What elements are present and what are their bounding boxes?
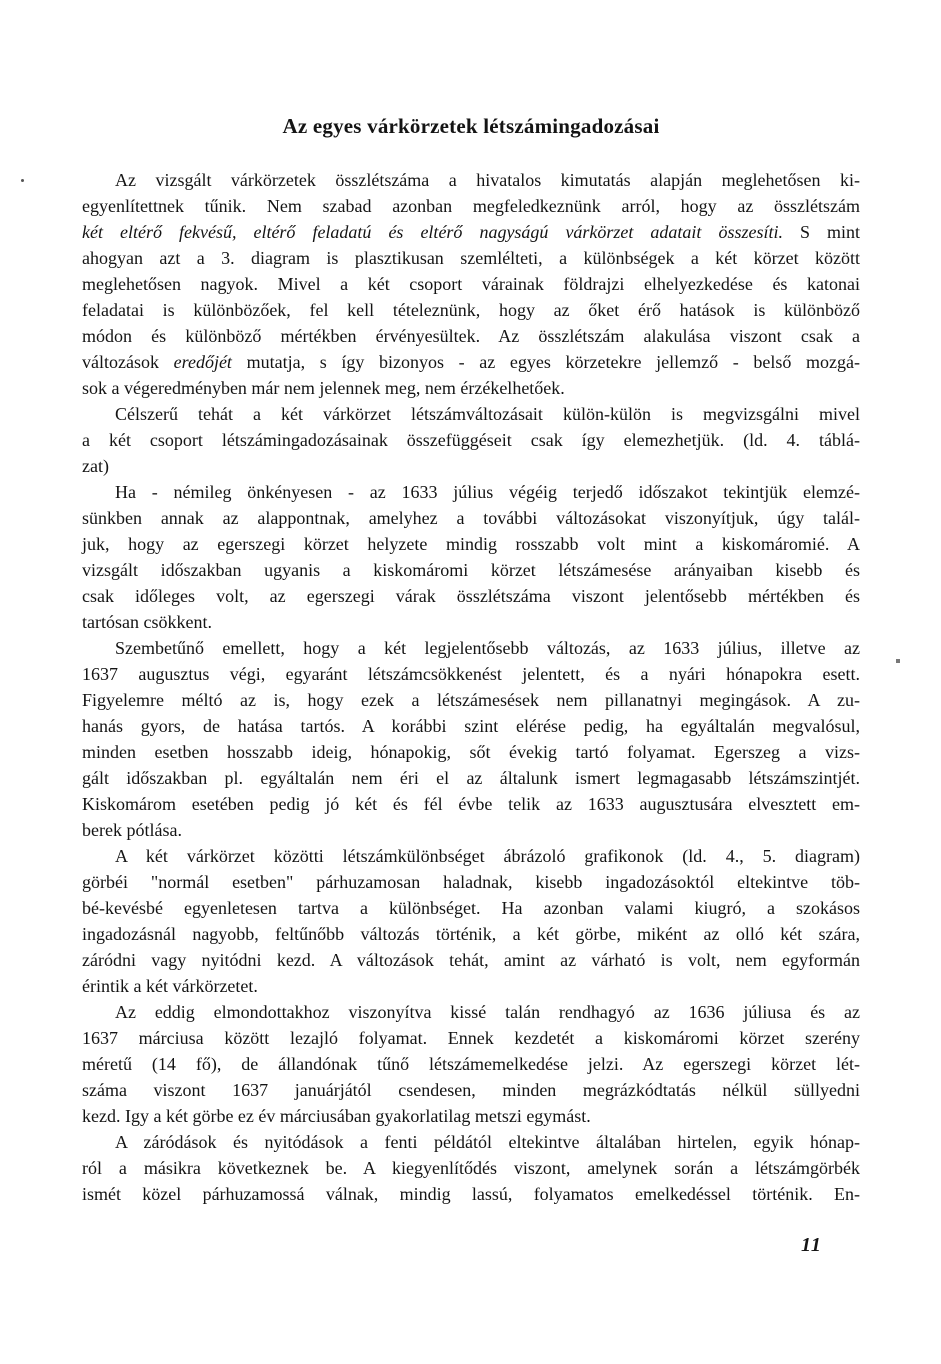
text-line [82, 167, 860, 193]
text-run: zat) [82, 456, 109, 476]
text-line [82, 869, 860, 895]
text-line [82, 531, 860, 557]
text-run: 1637 augusztus végi, egyaránt létszámcsökkenést jelentett, és a nyári hónapokra esett. [82, 664, 860, 684]
text-run: sünkben annak az alappontnak, amelyhez a további változásokat viszonyítjuk, úgy talál- [82, 508, 860, 528]
text-run: S mint [782, 222, 860, 242]
paragraph [82, 999, 860, 1129]
text-run: változások [82, 352, 174, 372]
italic-text-run: eredőjét [173, 352, 232, 372]
text-line [82, 271, 860, 297]
text-run: ismét közel párhuzamossá válnak, mindig lassú, folyamatos emelkedéssel történik. En- [82, 1184, 860, 1204]
italic-text-run: két eltérő fekvésű, eltérő feladatú és eltérő nagyságú várkörzet adatait összesíti. [82, 222, 783, 242]
text-line [82, 817, 860, 843]
text-run: Ha - némileg önkényesen - az 1633 július végéig terjedő időszakot tekintjük elemzé- [115, 482, 860, 502]
text-run: csak időleges volt, az egerszegi várak összlétszáma viszont jelentősebb mértékben és [82, 586, 860, 606]
text-line [82, 349, 860, 375]
text-line [82, 843, 860, 869]
text-run: Az eddig elmondottakhoz viszonyítva kissé talán rendhagyó az 1636 júliusa és az [115, 1002, 860, 1022]
text-line [82, 1025, 860, 1051]
text-line [82, 895, 860, 921]
text-run: bé-kevésbé egyenletesen tartva a különbséget. Ha azonban valami kiugró, a szokásos [82, 898, 860, 918]
body-text [82, 167, 860, 1207]
text-run: gált időszakban pl. egyáltalán nem éri el az általunk ismert legmagasabb létszámszintjét. [82, 768, 860, 788]
text-run: ról a másikra következnek be. A kiegyenlítődés viszont, amelynek során a létszámgörbék [82, 1158, 860, 1178]
text-line [82, 1077, 860, 1103]
text-line [82, 427, 860, 453]
paragraph [82, 635, 860, 843]
paragraph [82, 167, 860, 401]
scan-artifact-dot [21, 179, 24, 182]
text-line [82, 713, 860, 739]
text-run: záródni vagy nyitódni kezd. A változások tehát, amint az várható is volt, nem egyformán [82, 950, 860, 970]
text-line [82, 947, 860, 973]
text-line [82, 1155, 860, 1181]
text-line [82, 297, 860, 323]
text-line [82, 245, 860, 271]
text-run: görbéi "normál esetben" párhuzamosan haladnak, kisebb ingadozásoktól eltekintve töb- [82, 872, 860, 892]
text-line [82, 973, 860, 999]
text-run: ahogyan azt a 3. diagram is plasztikusan szemlélteti, a különbségek a két körzet között [82, 248, 860, 268]
text-run: méretű (14 fő), de állandónak tűnő létszámemelkedése jelzi. Az egerszegi körzet lét- [82, 1054, 860, 1074]
text-line [82, 921, 860, 947]
text-line [82, 401, 860, 427]
text-line [82, 557, 860, 583]
text-run: vizsgált időszakban ugyanis a kiskomáromi körzet létszámesése arányaiban kisebb és [82, 560, 860, 580]
text-run: juk, hogy az egerszegi körzet helyzete mindig rosszabb volt mint a kiskomáromié. A [82, 534, 860, 554]
text-run: meglehetősen nagyok. Mivel a két csoport várainak földrajzi elhelyezkedése és katonai [82, 274, 860, 294]
text-run: Figyelemre méltó az is, hogy ezek a létszámesések nem pillanatnyi megingások. A zu- [82, 690, 860, 710]
text-line [82, 791, 860, 817]
text-line [82, 323, 860, 349]
paragraph [82, 843, 860, 999]
text-run: mutatja, s így bizonyos - az egyes körzetekre jellemző - belső mozgá- [231, 352, 860, 372]
paragraph [82, 401, 860, 479]
text-run: egyenlítettnek tűnik. Nem szabad azonban megfeledkeznünk arról, hogy az összlétszám [82, 196, 860, 216]
text-line [82, 1103, 860, 1129]
text-run: hanás gyors, de hatása tartós. A korábbi szint elérése pedig, ha egyáltalán megvalósul, [82, 716, 860, 736]
text-line [82, 219, 860, 245]
text-line [82, 687, 860, 713]
text-run: tartósan csökkent. [82, 612, 212, 632]
text-run: érintik a két várkörzetet. [82, 976, 258, 996]
scan-artifact-dot [896, 659, 900, 663]
text-line [82, 479, 860, 505]
text-run: sok a végeredményben már nem jelennek meg, nem érzékelhetőek. [82, 378, 565, 398]
text-run: A két várkörzet közötti létszámkülönbséget ábrázoló grafikonok (ld. 4., 5. diagram) [115, 846, 860, 866]
text-line [82, 505, 860, 531]
text-line [82, 193, 860, 219]
text-run: száma viszont 1637 januárjától csendesen, minden megrázkódtatás nélkül süllyedni [82, 1080, 860, 1100]
text-run: Az vizsgált várkörzetek összlétszáma a hivatalos kimutatás alapján meglehetősen ki- [115, 170, 860, 190]
text-line [82, 999, 860, 1025]
text-run: a két csoport létszámingadozásainak összefüggéseit csak így elemezhetjük. (ld. 4. táblá- [82, 430, 860, 450]
text-run: Kiskomárom esetében pedig jó két és fél évbe telik az 1633 augusztusára elvesztett em- [82, 794, 860, 814]
text-run: minden esetben hosszabb ideig, hónapokig, sőt évekig tartó folyamat. Egerszeg a vizs- [82, 742, 860, 762]
text-run: feladatai is különbözőek, fel kell tételeznünk, hogy az őket érő hatások is különböző [82, 300, 860, 320]
text-line [82, 453, 860, 479]
text-run: módon és különböző mértékben érvényesültek. Az összlétszám alakulása viszont csak a [82, 326, 860, 346]
paragraph [82, 479, 860, 635]
page-title: Az egyes várkörzetek létszámingadozásai [282, 114, 660, 138]
text-line [82, 1051, 860, 1077]
text-line [82, 583, 860, 609]
text-line [82, 1181, 860, 1207]
text-run: A záródások és nyitódások a fenti példától eltekintve általában hirtelen, egyik hónap- [115, 1132, 860, 1152]
text-run: kezd. Igy a két görbe ez év márciusában gyakorlatilag metszi egymást. [82, 1106, 591, 1126]
text-line [82, 635, 860, 661]
text-line [82, 1129, 860, 1155]
text-line [82, 609, 860, 635]
paragraph [82, 1129, 860, 1207]
text-run: berek pótlása. [82, 820, 182, 840]
text-line [82, 765, 860, 791]
text-run: ingadozásnál nagyobb, feltűnőbb változás történik, a két görbe, miként az olló két szára, [82, 924, 860, 944]
text-run: Célszerű tehát a két várkörzet létszámváltozásait külön-külön is megvizsgálni mivel [115, 404, 860, 424]
page-number: 11 [801, 1234, 822, 1256]
text-run: Szembetűnő emellett, hogy a két legjelentősebb változás, az 1633 július, illetve az [115, 638, 860, 658]
text-run: 1637 márciusa között lezajló folyamat. Ennek kezdetét a kiskomáromi körzet szerény [82, 1028, 860, 1048]
text-line [82, 375, 860, 401]
text-line [82, 739, 860, 765]
text-line [82, 661, 860, 687]
